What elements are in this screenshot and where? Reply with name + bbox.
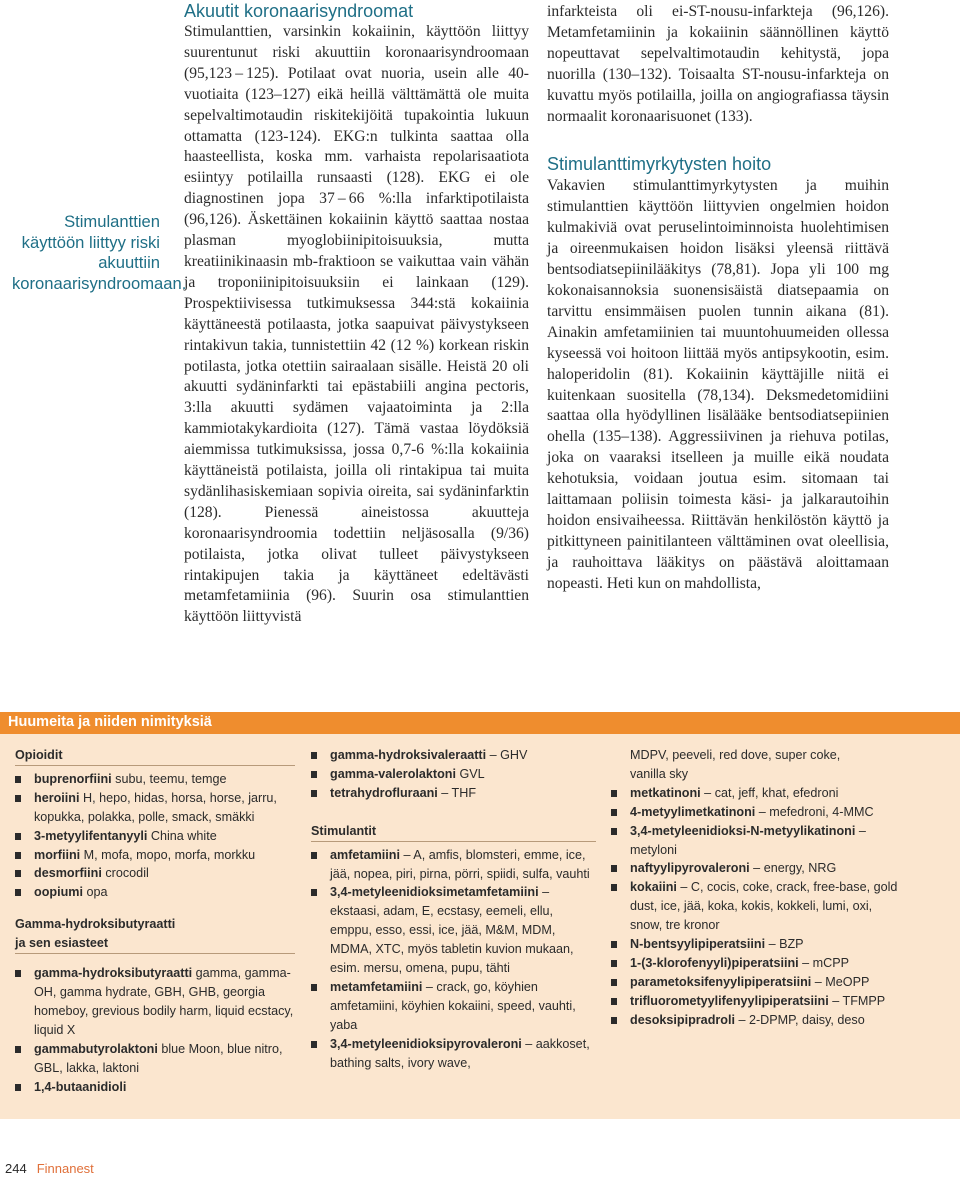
drug-street-names: opa (82, 885, 108, 900)
bullet-icon (15, 889, 21, 896)
drug-street-names: – TFMPP (828, 993, 886, 1008)
list-item (15, 846, 295, 865)
list-item (15, 1040, 295, 1078)
body-paragraph-continued: infarkteista oli ei-ST-nousu-infarkteja (96,126). Metamfetamiinin ja kokaiinin säännöllinen käyttö nopeuttavat sepelvaltimotaudin kehitystä, jopa nuorilla (130–132). Toisaalta ST-nousu-infarkteja on kuvattu myös potilailla, joilla on angiografiassa täysin normaalit koronaarisuonet (133). (547, 3, 889, 125)
bullet-icon (611, 979, 617, 986)
bullet-icon (611, 828, 617, 835)
page-footer (5, 1161, 94, 1176)
drug-term: parametoksifenyylipiperatsiini (630, 974, 812, 989)
stimulants-list (311, 846, 596, 1073)
bullet-icon (311, 752, 317, 759)
list-item (15, 827, 295, 846)
drug-names-box-title: Huumeita ja niiden nimityksiä (8, 714, 212, 730)
bullet-icon (15, 970, 21, 977)
list-item (311, 1035, 596, 1073)
section-heading-acute-coronary: Akuutit koronaarisyndroomat (184, 1, 414, 21)
drug-street-names: vanilla sky (630, 766, 689, 781)
list-item (15, 864, 295, 883)
list-item (611, 973, 901, 992)
drug-street-names: – MeOPP (811, 974, 870, 989)
drug-term: N-bentsyylipiperatsiini (630, 937, 766, 952)
bullet-icon (311, 889, 317, 896)
list-item (15, 770, 295, 789)
stimulants-list-continued (611, 784, 901, 1030)
right-text-column (547, 2, 889, 595)
bullet-icon (15, 795, 21, 802)
bullet-icon (611, 941, 617, 948)
drug-term: gamma-hydroksibutyraatti (34, 966, 193, 981)
drug-term: kokaiini (630, 880, 677, 895)
drug-street-names: – GHV (486, 748, 528, 762)
drug-term: 1-(3-klorofenyyli)piperatsiini (630, 955, 799, 970)
drug-street-names: – energy, NRG (749, 861, 837, 876)
bullet-icon (15, 776, 21, 783)
drug-street-names: – BZP (765, 937, 804, 952)
journal-name: Finnanest (36, 1161, 94, 1176)
drug-term: tetrahydrofluraani (330, 785, 438, 800)
list-item (611, 822, 901, 860)
pull-quote: Stimulanttien käyttöön liittyy riski akuuttiin koronaarisyndroomaan. (12, 212, 187, 293)
bullet-icon (15, 852, 21, 859)
drug-street-names: – aakkoset, bathing salts, ivory wave, (330, 1036, 590, 1070)
ghb-list (15, 964, 295, 1096)
drug-term: 3-metyylifentanyyli (34, 828, 148, 843)
drug-street-names: – mefedroni, 4-MMC (755, 804, 874, 819)
list-item (311, 765, 596, 784)
list-item (311, 846, 596, 884)
list-item (611, 1011, 901, 1030)
category-title-opioids: Opioidit (15, 746, 295, 766)
drug-street-names: GVL (455, 766, 485, 781)
bullet-icon (311, 1041, 317, 1048)
drug-term: amfetamiini (330, 847, 400, 862)
list-item (311, 883, 596, 978)
list-item (311, 978, 596, 1035)
bullet-icon (311, 984, 317, 991)
drug-term: naftyylipyrovaleroni (630, 861, 750, 876)
left-text-column (184, 22, 529, 628)
body-paragraph: Stimulanttien, varsinkin kokaiinin, käyttöön liittyy suurentunut riski akuuttiin koronaarisyndroomaan (95,123 – 125). Potilaat ovat nuoria, usein alle 40-vuotiaita (123–127) eikä heillä välttämättä ole muita sepelvaltimotaudin riskitekijöitä tupakointia lukuun ottamatta (123-124). EKG:n tulkinta saattaa olla haasteellista, koska mm. varhaista repolarisaatiota esiintyy potilailla runsaasti (128). EKG ei ole diagnostinen jopa 37 – 66 %:lla infarktipotilaista (96,126). Äskettäinen kokaiinin käyttö saattaa nostaa plasman myoglobiinipitoisuuksia, mutta kreatiinikinaasin mb-fraktioon se vaikuttaa vain vähän ja troponiinipitoisuuksiin ei lainkaan (129). Prospektiivisessa tutkimuksessa 344:stä kokaiinia käyttäneestä potilaasta, jotka saapuivat päivystykseen rintakivun takia, tunnistettiin 42 (12 %) korkean riskin potilasta, jotka otettiin sairaalaan sisälle. Heistä 20 oli akuutti sydäninfarkti tai epästabiili angina pectoris, 3:lla akuutti sydämen vajaatoiminta ja 2:lla kammiotakykardioita (127). Tämä vastaa löydöksiä aiemmissa tutkimuksissa, jossa 0,7-6 %:lla kokaiinia käyttäneistä potilaista, joilla oli rintakipua tai muita sydänlihasiskemiaan sopivia oireita, sai sydäninfarktin (128). Pienessä aineistossa akuutteja koronaarisyndroomia todettiin neljäsosalla (9/36) potilaista, jotka olivat tulleet päivystykseen rintakipujen takia ja käyttäneet edeltävästi metamfetamiinia (96). Suurin osa stimulanttien käyttöön liittyvistä (184, 23, 529, 626)
bullet-icon (15, 1084, 21, 1091)
list-item (15, 1078, 295, 1097)
drug-term: buprenorfiini (34, 771, 112, 786)
list-item (15, 789, 295, 827)
drug-street-names: gamma, gamma-OH, gamma hydrate, GBH, GHB, georgia homeboy, grevious bodily harm, liquid ecstacy, liquid X (34, 966, 294, 1037)
drug-term: metkatinoni (630, 785, 701, 800)
section-heading-treatment: Stimulanttimyrkytysten hoito (547, 154, 772, 175)
drug-term: gamma-valerolaktoni (330, 766, 456, 781)
list-item (311, 746, 596, 765)
list-item (611, 878, 901, 935)
drug-street-names: blue Moon, blue nitro, GBL, lakka, laktoni (34, 1041, 283, 1075)
drug-term: heroiini (34, 790, 80, 805)
list-item (311, 784, 596, 803)
drug-term: 4-metyylimetkatinoni (630, 804, 756, 819)
box-column-1 (15, 746, 295, 1096)
box-column-2 (311, 746, 596, 1073)
bullet-icon (15, 870, 21, 877)
drug-street-names: – C, cocis, coke, crack, free-base, gold dust, ice, jää, koka, kokis, kokkeli, lumi, oxi, snow, tre kronor (630, 880, 898, 933)
opioids-list (15, 770, 295, 902)
box-column-3 (611, 746, 901, 1030)
drug-term: 3,4-metyleenidioksimetamfetamiini (330, 885, 539, 900)
drug-street-names: – cat, jeff, khat, efedroni (700, 785, 839, 800)
body-paragraph-treatment: Vakavien stimulanttimyrkytysten ja muihin stimulanttien käyttöön liittyvien ongelmien hoidon kulmakiviä ovat peruselintoiminnoista huolehtimisen ja oireenmukaisen hoidon lisäksi yleensä riittävä bentsodiatsepiinilääkitys (78,81). Jopa yli 100 mg kokonaisannoksia suonensisäistä diatsepaamia on tarvittu ensimmäisen puolen tunnin aikana (81). Ainakin amfetamiinien tai muuntohuumeiden ollessa kyseessä voi hoitoon liittää myös antipsykootin, esim. haloperidolin (81). Kokaiinin käyttäjille niitä ei kuitenkaan suositella (78,134). Deksmedetomidiini saattaa olla hyödyllinen lisälääke bentsodiatsepiinien ohella (135–138). Aggressiivinen ja riehuva potilas, joka on vaaraksi itselleen ja muille eikä noudata kehotuksia, voidaan joutua esim. sitomaan tai laittamaan poliisin toimesta käsi- ja jalkarautoihin hoidon ensivaiheessa. Riittävän henkilöstön käyttö ja pitkittyneen painitilanteen välttäminen ovat oleellisia, ja rauhoittava lääkitys on päästävä aloittamaan nopeasti. Heti kun on mahdollista, (547, 177, 889, 592)
ghb-list-continued (311, 746, 596, 803)
list-item (15, 964, 295, 1040)
bullet-icon (15, 833, 21, 840)
drug-term: 3,4-metyleenidioksipyrovaleroni (330, 1036, 522, 1051)
bullet-icon (611, 865, 617, 872)
drug-street-names: – mCPP (798, 955, 850, 970)
drug-term: gammabutyrolaktoni (34, 1041, 158, 1056)
drug-street-names: subu, teemu, temge (111, 771, 227, 786)
bullet-icon (611, 1017, 617, 1024)
drug-term: oopiumi (34, 885, 83, 900)
bullet-icon (611, 998, 617, 1005)
drug-term: 3,4-metyleenidioksi-N-metyylikatinoni (630, 823, 856, 838)
category-title-line: Gamma-hydroksibutyraatti (15, 917, 176, 932)
drug-street-names: – ekstaasi, adam, E, ecstasy, eemeli, ellu, emppu, esso, essi, ice, jää, M&M, MDM, MDMA, XTC, myös tabletin kuvion mukaan, esim. mersu, omena, pupu, tähti (330, 885, 574, 976)
list-item (611, 992, 901, 1011)
list-item (611, 935, 901, 954)
list-item (611, 954, 901, 973)
drug-term: desoksipipradroli (630, 1012, 735, 1027)
drug-street-names: – THF (437, 785, 477, 800)
drug-street-names: M, mofa, mopo, morfa, morkku (80, 847, 256, 862)
bullet-icon (311, 852, 317, 859)
list-item (611, 784, 901, 803)
drug-street-names: H, hepo, hidas, horsa, horse, jarru, kopukka, polakka, polle, smack, smäkki (34, 790, 277, 824)
drug-term: 1,4-butaanidioli (34, 1079, 127, 1094)
list-item (611, 859, 901, 878)
bullet-icon (311, 771, 317, 778)
bullet-icon (611, 960, 617, 967)
drug-street-names: – 2-DPMP, daisy, deso (734, 1012, 865, 1027)
drug-term: morfiini (34, 847, 81, 862)
bullet-icon (611, 809, 617, 816)
drug-street-names: – A, amfis, blomsteri, emme, ice, jää, nopea, piri, pirna, pörri, spiidi, sulfa, vauhti (330, 847, 590, 881)
page-number: 244 (5, 1161, 27, 1176)
list-item-continued (611, 746, 901, 784)
bullet-icon (611, 790, 617, 797)
drug-street-names: – crack, go, köyhien amfetamiini, köyhien kokaiini, speed, vauhti, yaba (330, 979, 576, 1032)
drug-street-names: crocodil (101, 866, 149, 881)
category-title-line: ja sen esiasteet (15, 936, 109, 951)
category-title-stimulants: Stimulantit (311, 822, 596, 842)
category-title-ghb (15, 915, 295, 954)
drug-names-box-header (0, 712, 960, 734)
drug-street-names: MDPV, peeveli, red dove, super coke, (630, 748, 841, 762)
bullet-icon (311, 790, 317, 797)
drug-street-names: China white (147, 828, 217, 843)
drug-term: metamfetamiini (330, 979, 423, 994)
list-item (15, 883, 295, 902)
list-item (611, 803, 901, 822)
drug-term: desmorfiini (34, 866, 102, 881)
bullet-icon (15, 1046, 21, 1053)
drug-street-names: – metyloni (630, 823, 866, 857)
drug-term: trifluorometyylifenyylipiperatsiini (630, 993, 829, 1008)
bullet-icon (611, 884, 617, 891)
drug-term: gamma-hydroksivaleraatti (330, 748, 487, 762)
